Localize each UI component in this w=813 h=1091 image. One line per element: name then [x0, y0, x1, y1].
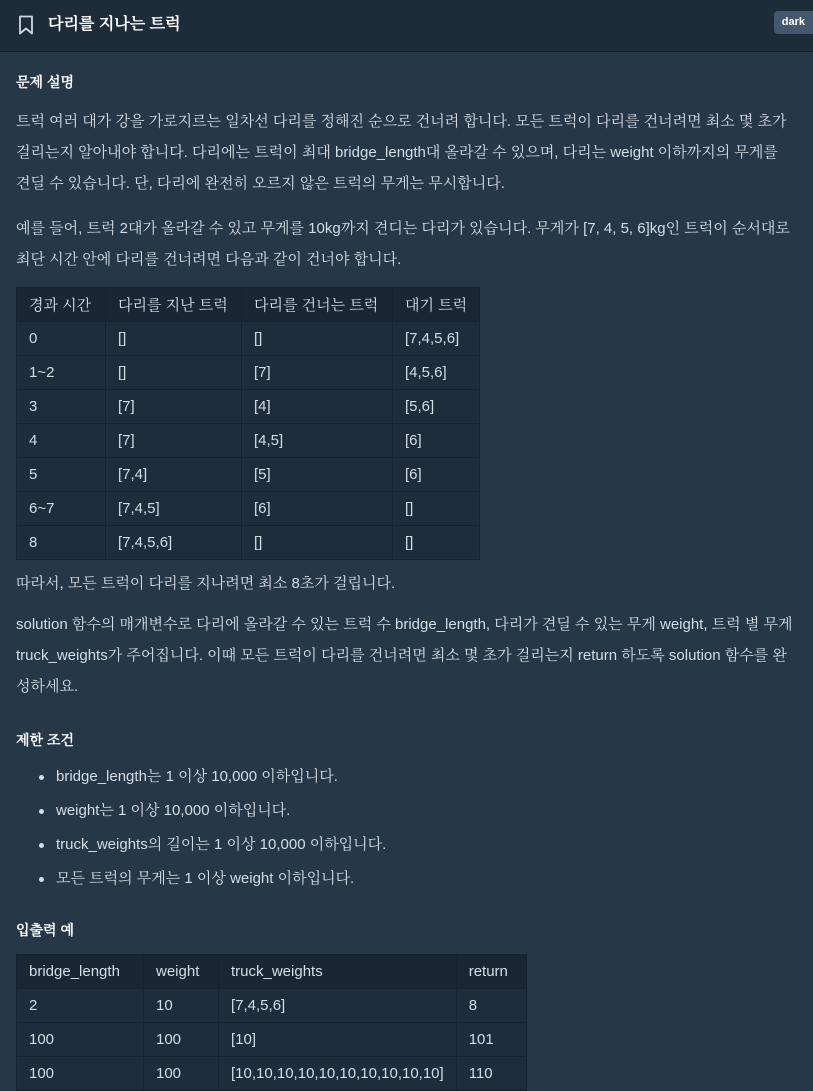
problem-description: [16, 52, 796, 1091]
list-item: truck_weights의 길이는 1 이상 10,000 이하입니다.: [56, 828, 796, 862]
table-cell: []: [106, 322, 242, 356]
table-cell: [10]: [219, 1023, 457, 1057]
table-row: [17, 1057, 527, 1091]
theme-toggle[interactable]: dark: [774, 11, 813, 34]
section-heading-constraints: 제한 조건: [16, 732, 74, 748]
table-cell: [7]: [242, 356, 393, 390]
table-cell: 4: [17, 424, 106, 458]
section-heading-description: 문제 설명: [16, 74, 74, 90]
conclusion-paragraph: 따라서, 모든 트럭이 다리를 지나려면 최소 8초가 걸립니다.: [16, 575, 396, 592]
table-header-row: [17, 288, 480, 322]
table-cell: 100: [144, 1057, 219, 1091]
table-row: [17, 424, 480, 458]
table-cell: [4,5]: [242, 424, 393, 458]
table-header-cell: weight: [144, 955, 219, 989]
table-cell: [7,4,5,6]: [106, 526, 242, 560]
table-row: [17, 322, 480, 356]
table-cell: [5]: [242, 458, 393, 492]
description-paragraph: 트럭 여러 대가 강을 가로지르는 일차선 다리를 정해진 순으로 건너려 합니다. 모든 트럭이 다리를 건너려면 최소 몇 초가 걸리는지 알아내야 합니다. 다리에는 트럭이 최대 bridge_length대 올라갈 수 있으며, 다리는 weight 이하까지의 무게를 견딜 수 있습니다. 단, 다리에 완전히 오르지 않은 트럭의 무게는 무시합니다.: [16, 113, 787, 192]
table-cell: 100: [17, 1023, 144, 1057]
table-header-cell: bridge_length: [17, 955, 144, 989]
table-header-cell: 다리를 건너는 트럭: [242, 288, 393, 322]
table-row: [17, 526, 480, 560]
problem-title: 다리를 지나는 트럭: [48, 16, 181, 33]
table-cell: [6]: [393, 458, 480, 492]
section-heading-examples: 입출력 예: [16, 922, 74, 938]
table-cell: []: [393, 526, 480, 560]
table-header-row: [17, 955, 527, 989]
table-cell: [4,5,6]: [393, 356, 480, 390]
problem-header: [0, 0, 813, 52]
table-cell: 0: [17, 322, 106, 356]
table-header-cell: 경과 시간: [17, 288, 106, 322]
examples-table: [16, 954, 527, 1091]
table-row: [17, 458, 480, 492]
table-cell: 100: [17, 1057, 144, 1091]
table-header-cell: 대기 트럭: [393, 288, 480, 322]
table-cell: [7]: [106, 390, 242, 424]
table-cell: [7,4]: [106, 458, 242, 492]
table-header-cell: return: [456, 955, 526, 989]
table-cell: 101: [456, 1023, 526, 1057]
table-cell: [7]: [106, 424, 242, 458]
timeline-table: [16, 287, 480, 560]
table-cell: 8: [456, 989, 526, 1023]
example-paragraph: 예를 들어, 트럭 2대가 올라갈 수 있고 무게를 10kg까지 견디는 다리가 있습니다. 무게가 [7, 4, 5, 6]kg인 트럭이 순서대로 최단 시간 안에 다리를 건너려면 다음과 같이 건너야 합니다.: [16, 220, 790, 268]
bookmark-icon[interactable]: [18, 15, 34, 35]
table-row: [17, 1023, 527, 1057]
constraints-list: [16, 760, 796, 896]
table-cell: [10,10,10,10,10,10,10,10,10,10]: [219, 1057, 457, 1091]
table-cell: 8: [17, 526, 106, 560]
table-cell: [5,6]: [393, 390, 480, 424]
table-cell: []: [242, 526, 393, 560]
table-cell: [7,4,5,6]: [219, 989, 457, 1023]
table-cell: 110: [456, 1057, 526, 1091]
table-cell: []: [242, 322, 393, 356]
table-cell: []: [393, 492, 480, 526]
table-row: [17, 356, 480, 390]
table-cell: 10: [144, 989, 219, 1023]
table-header-cell: truck_weights: [219, 955, 457, 989]
list-item: 모든 트럭의 무게는 1 이상 weight 이하입니다.: [56, 862, 796, 896]
table-cell: 3: [17, 390, 106, 424]
table-cell: 6~7: [17, 492, 106, 526]
table-cell: [7,4,5,6]: [393, 322, 480, 356]
table-row: [17, 492, 480, 526]
table-cell: [4]: [242, 390, 393, 424]
table-cell: []: [106, 356, 242, 390]
table-cell: 2: [17, 989, 144, 1023]
list-item: weight는 1 이상 10,000 이하입니다.: [56, 794, 796, 828]
table-cell: [6]: [242, 492, 393, 526]
list-item: bridge_length는 1 이상 10,000 이하입니다.: [56, 760, 796, 794]
table-cell: [6]: [393, 424, 480, 458]
solution-paragraph: solution 함수의 매개변수로 다리에 올라갈 수 있는 트럭 수 bridge_length, 다리가 견딜 수 있는 무게 weight, 트럭 별 무게 truck_weights가 주어집니다. 이때 모든 트럭이 다리를 건너려면 최소 몇 초가 걸리는지 return 하도록 solution 함수를 완성하세요.: [16, 616, 793, 695]
table-cell: 1~2: [17, 356, 106, 390]
table-header-cell: 다리를 지난 트럭: [106, 288, 242, 322]
table-cell: 100: [144, 1023, 219, 1057]
table-cell: [7,4,5]: [106, 492, 242, 526]
table-row: [17, 989, 527, 1023]
table-cell: 5: [17, 458, 106, 492]
table-row: [17, 390, 480, 424]
